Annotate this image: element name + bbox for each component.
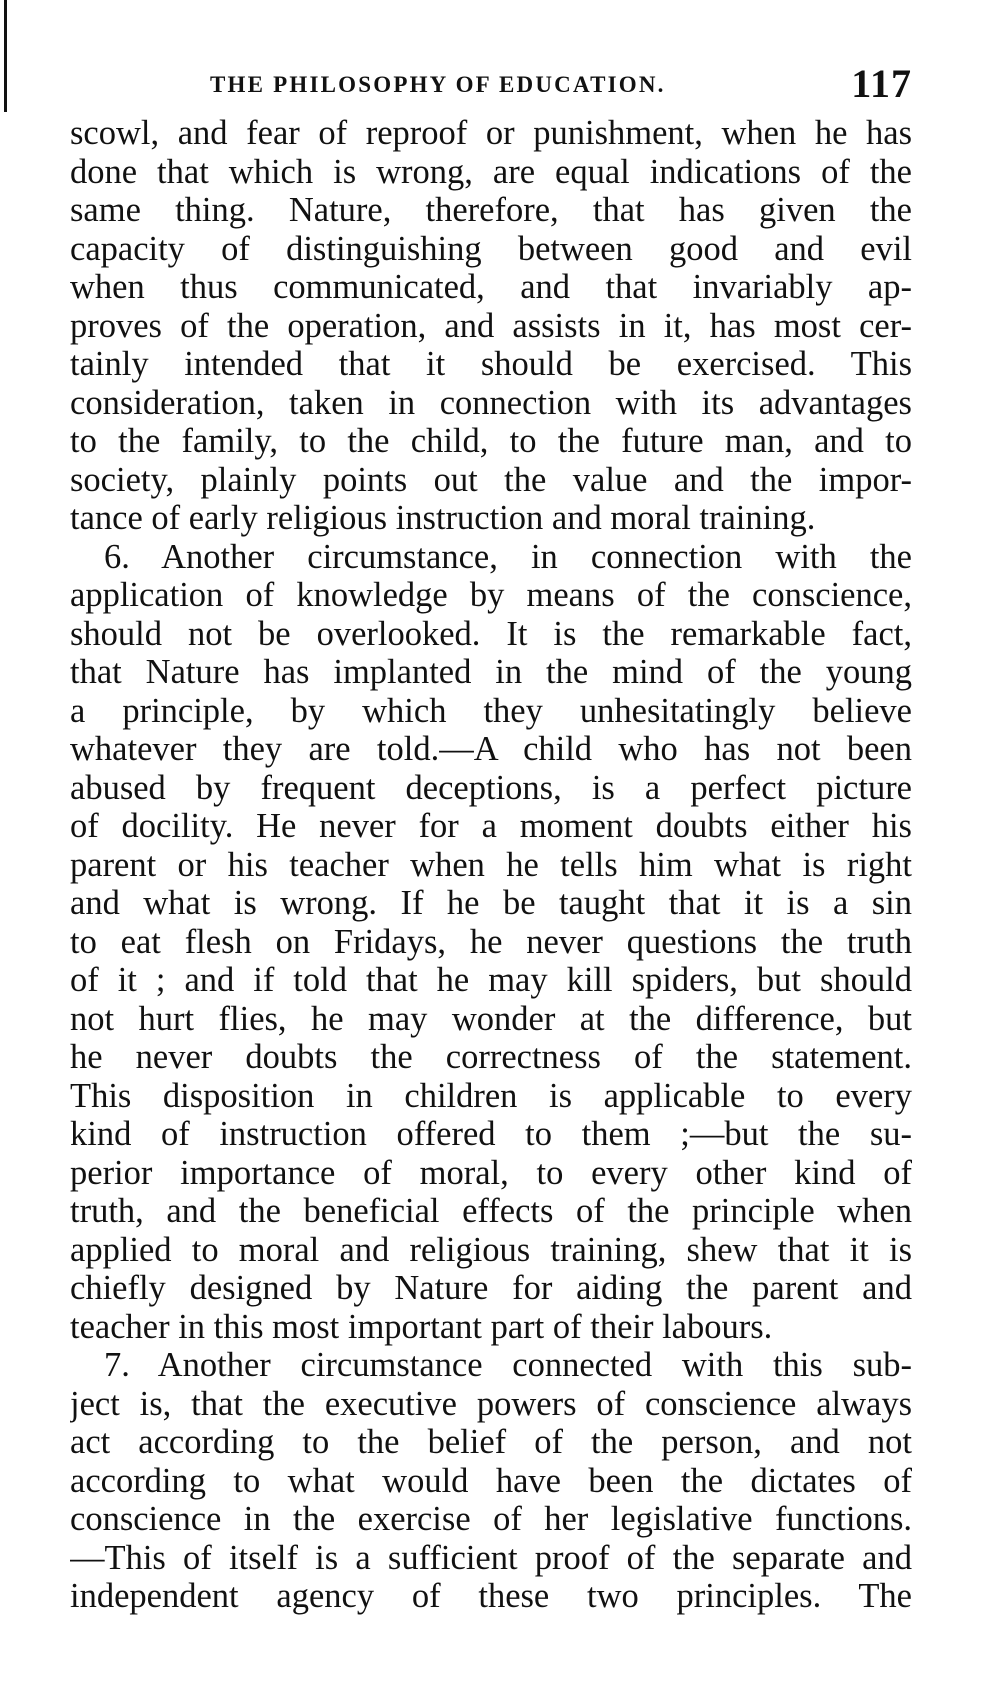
text-line: application of knowledge by means of the conscience, [70, 576, 912, 614]
text-line: tainly intended that it should be exercised. This [70, 345, 912, 383]
body-text [70, 114, 912, 1616]
text-line: teacher in this most important part of their labours. [70, 1307, 773, 1346]
text-line: of docility. He never for a moment doubts either his [70, 807, 912, 845]
text-line: —This of itself is a sufficient proof of the separate and [70, 1538, 912, 1577]
text-line: society, plainly points out the value and the impor- [70, 460, 912, 499]
text-line: and what is wrong. If he be taught that it is a sin [70, 884, 912, 922]
paragraph-6-start: 6. Another circumstance, in connection with the [104, 537, 912, 576]
text-line: ject is, that the executive powers of conscience always [70, 1384, 912, 1423]
text-line: should not be overlooked. It is the remarkable fact, [70, 614, 912, 653]
text-line: according to what would have been the dictates of [70, 1461, 912, 1500]
page-number: 117 [851, 61, 912, 106]
text-line: applied to moral and religious training, shew that it is [70, 1230, 912, 1269]
page-edge-rule [4, 0, 7, 112]
text-line: same thing. Nature, therefore, that has given the [70, 191, 912, 229]
text-line: This disposition in children is applicable to every [70, 1076, 912, 1115]
text-line: abused by frequent deceptions, is a perfect picture [70, 768, 912, 807]
text-line: tance of early religious instruction and moral training. [70, 499, 816, 537]
paragraph-7-start: 7. Another circumstance connected with this sub- [104, 1346, 912, 1384]
text-line: done that which is wrong, are equal indications of the [70, 152, 912, 191]
text-line: to eat flesh on Fridays, he never questions the truth [70, 922, 912, 961]
text-line: when thus communicated, and that invariably ap- [70, 268, 912, 306]
text-line: to the family, to the child, to the future man, and to [70, 422, 912, 460]
text-line: kind of instruction offered to them ;—but the su- [70, 1115, 912, 1153]
text-line: independent agency of these two principles. The [70, 1577, 912, 1615]
running-head: THE PHILOSOPHY OF EDUCATION. [210, 72, 666, 97]
text-line: scowl, and fear of reproof or punishment, when he has [70, 114, 912, 152]
text-line: not hurt flies, he may wonder at the difference, but [70, 999, 912, 1038]
text-line: whatever they are told.—A child who has not been [70, 730, 912, 768]
page-header [70, 60, 912, 106]
text-line: conscience in the exercise of her legislative functions. [70, 1500, 912, 1538]
text-line: truth, and the beneficial effects of the principle when [70, 1192, 912, 1230]
text-line: capacity of distinguishing between good and evil [70, 229, 912, 268]
text-line: that Nature has implanted in the mind of the young [70, 653, 912, 691]
text-line: a principle, by which they unhesitatingly believe [70, 691, 912, 730]
text-line: he never doubts the correctness of the statement. [70, 1038, 912, 1076]
text-line: consideration, taken in connection with its advantages [70, 383, 912, 422]
text-line: chiefly designed by Nature for aiding the parent and [70, 1269, 912, 1307]
text-line: parent or his teacher when he tells him what is right [70, 845, 912, 884]
text-line: proves of the operation, and assists in it, has most cer- [70, 306, 912, 345]
text-line: of it ; and if told that he may kill spiders, but should [70, 961, 912, 999]
text-line: act according to the belief of the person, and not [70, 1423, 912, 1461]
text-line: perior importance of moral, to every other kind of [70, 1153, 912, 1192]
